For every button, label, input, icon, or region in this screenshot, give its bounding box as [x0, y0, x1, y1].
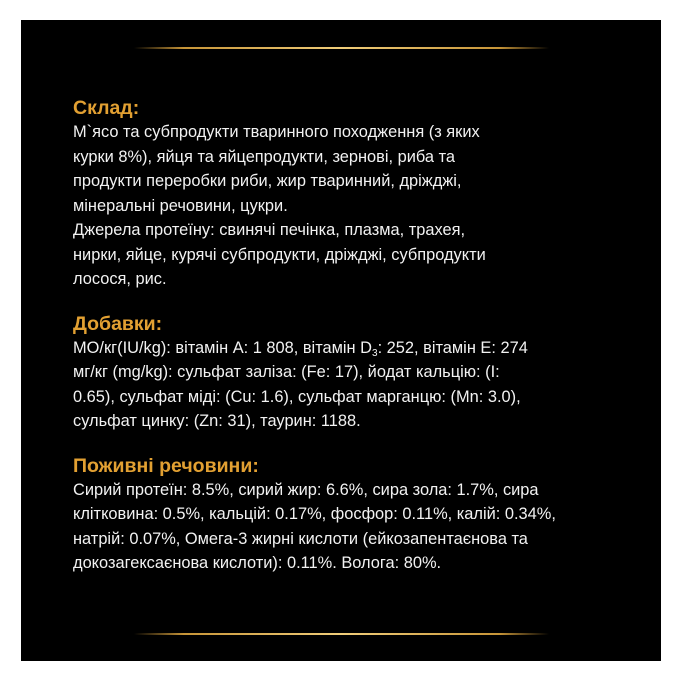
composition-line: продукти переробки риби, жир тваринний, дріжджі,	[73, 172, 462, 190]
additives-section	[73, 312, 633, 434]
top-gold-divider	[134, 47, 549, 49]
vitamin-text: МО/кг(IU/kg): вітамін А: 1 808, вітамін D	[73, 338, 372, 357]
composition-line: лосося, рис.	[73, 270, 167, 288]
nutrients-section	[73, 454, 633, 576]
composition-line: Джерела протеїну: свинячі печінка, плазма, трахея,	[73, 221, 466, 239]
nutrients-heading: Поживні речовини:	[73, 454, 259, 477]
vitamin-text-cont: : 252, вітамін Е: 274	[377, 338, 528, 357]
additives-line	[73, 336, 633, 361]
additives-line: мг/кг (mg/kg): сульфат заліза: (Fe: 17), йодат кальцію: (I:	[73, 363, 500, 381]
additives-line: 0.65), сульфат міді: (Cu: 1.6), сульфат марганцю: (Mn: 3.0),	[73, 387, 521, 406]
composition-line: мінеральні речовини, цукри.	[73, 196, 288, 215]
vitamin-d-subscript: 3	[372, 347, 378, 359]
label-content	[73, 96, 633, 576]
nutrients-line: Сирий протеїн: 8.5%, сирий жир: 6.6%, сира зола: 1.7%, сира	[73, 480, 539, 499]
nutrients-line: натрій: 0.07%, Омега-3 жирні кислоти (ейкозапентаєнова та	[73, 529, 528, 548]
composition-line: нирки, яйце, курячі субпродукти, дріжджі, субпродукти	[73, 245, 486, 264]
additives-text	[73, 336, 633, 434]
bottom-gold-divider	[134, 633, 549, 635]
composition-line: М`ясо та субпродукти тваринного походження (з яких	[73, 123, 480, 141]
composition-text	[73, 120, 633, 292]
nutrients-line: клітковина: 0.5%, кальцій: 0.17%, фосфор: 0.11%, калій: 0.34%,	[73, 505, 556, 523]
composition-heading: Склад:	[73, 97, 140, 119]
additives-line: сульфат цинку: (Zn: 31), таурин: 1188.	[73, 412, 361, 430]
label-panel	[21, 20, 661, 661]
nutrients-text	[73, 478, 633, 576]
additives-heading: Добавки:	[73, 312, 163, 335]
nutrients-line: докозагексаєнова кислоти): 0.11%. Волога: 80%.	[73, 554, 442, 572]
composition-line: курки 8%), яйця та яйцепродукти, зернові, риба та	[73, 147, 456, 166]
composition-section	[73, 96, 633, 292]
